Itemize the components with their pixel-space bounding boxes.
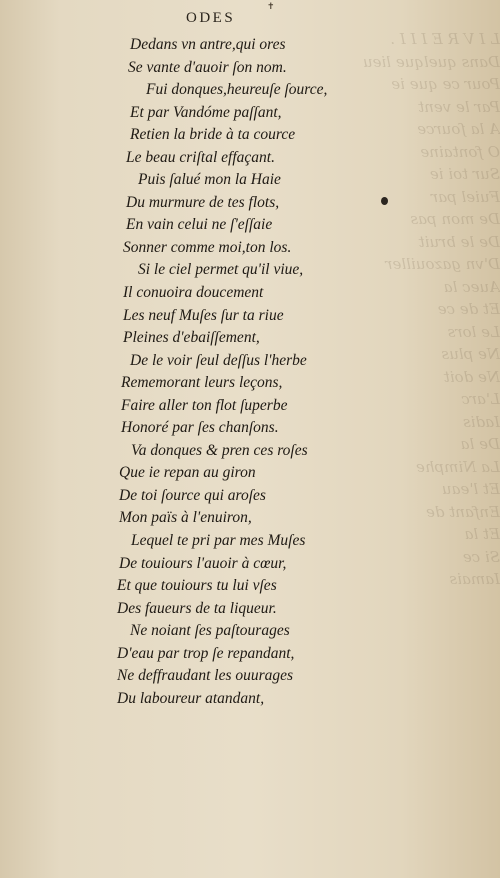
verse-line: Honoré par ſes chanſons. — [121, 419, 279, 437]
verse-line: Que ie repan au giron — [119, 464, 256, 482]
verse-line: Se vante d'auoir ſon nom. — [128, 58, 287, 76]
verse-line: De le voir ſeul deſſus l'herbe — [130, 351, 307, 369]
verse-line: Si le ciel permet qu'il viue, — [138, 261, 304, 279]
verse-line: Ne noiant ſes paſtourages — [130, 622, 290, 640]
verse-line: Du laboureur atandant, — [117, 689, 265, 707]
verse-line: Dedans vn antre,qui ores — [130, 36, 286, 53]
ink-mark: ✝ — [267, 2, 275, 12]
verse-line: Le beau criſtal effaçant. — [126, 148, 275, 166]
verse-line: Et par Vandóme paſſant, — [130, 103, 282, 121]
ink-spot — [381, 197, 388, 205]
verse-line: D'eau par trop ſe repandant, — [117, 644, 295, 662]
verse-line: Les neuf Muſes ſur ta riue — [123, 306, 284, 324]
verse-line: Mon païs à l'enuiron, — [119, 509, 252, 527]
verse-block — [0, 34, 380, 710]
verse-line: Pleines d'ebaiſſement, — [123, 329, 260, 347]
verse-line: En vain celui ne ſ'eſſaie — [126, 216, 273, 234]
verse-line: De touiours l'auoir à cœur, — [119, 554, 287, 572]
bleed-through-text: L I V R E I I I . Dans quelque lieu Pour ce que ie Par le vent A la ſource O fontaine Sur toi ie Fuiel par De mon pas De le bruit D'vn gazouiller Auec la Et de ce Le lors Ne plus Ne doit L'arc Iadis De la La Nimphe Et l'eau Enfant de Et la Si ce Iamais — [362, 30, 500, 588]
verse-line: Va donques & pren ces roſes — [131, 441, 308, 459]
verse-line: Et que touiours tu lui vſes — [117, 577, 277, 595]
verse-line: De toi ſource qui aroſes — [119, 486, 266, 504]
verse-line: Ne deffraudant les ouurages — [117, 667, 294, 685]
verse-line: Lequel te pri par mes Muſes — [131, 532, 306, 550]
verse-line: Des faueurs de ta liqueur. — [117, 599, 277, 617]
verse-line: Il conuoira doucement — [123, 284, 264, 302]
running-header: ODES — [186, 10, 236, 26]
verse-line: Retien la bride à ta cource — [130, 126, 296, 144]
verse-line: Rememorant leurs leçons, — [121, 374, 283, 392]
verse-line: Puis ſalué mon la Haie — [138, 171, 281, 189]
verse-line: Sonner comme moi,ton los. — [123, 238, 292, 256]
verse-line: Du murmure de tes flots, — [126, 193, 280, 211]
verse-line: Faire aller ton flot ſuperbe — [121, 396, 288, 414]
verse-line: Fui donques,heureuſe ſource, — [146, 81, 328, 99]
